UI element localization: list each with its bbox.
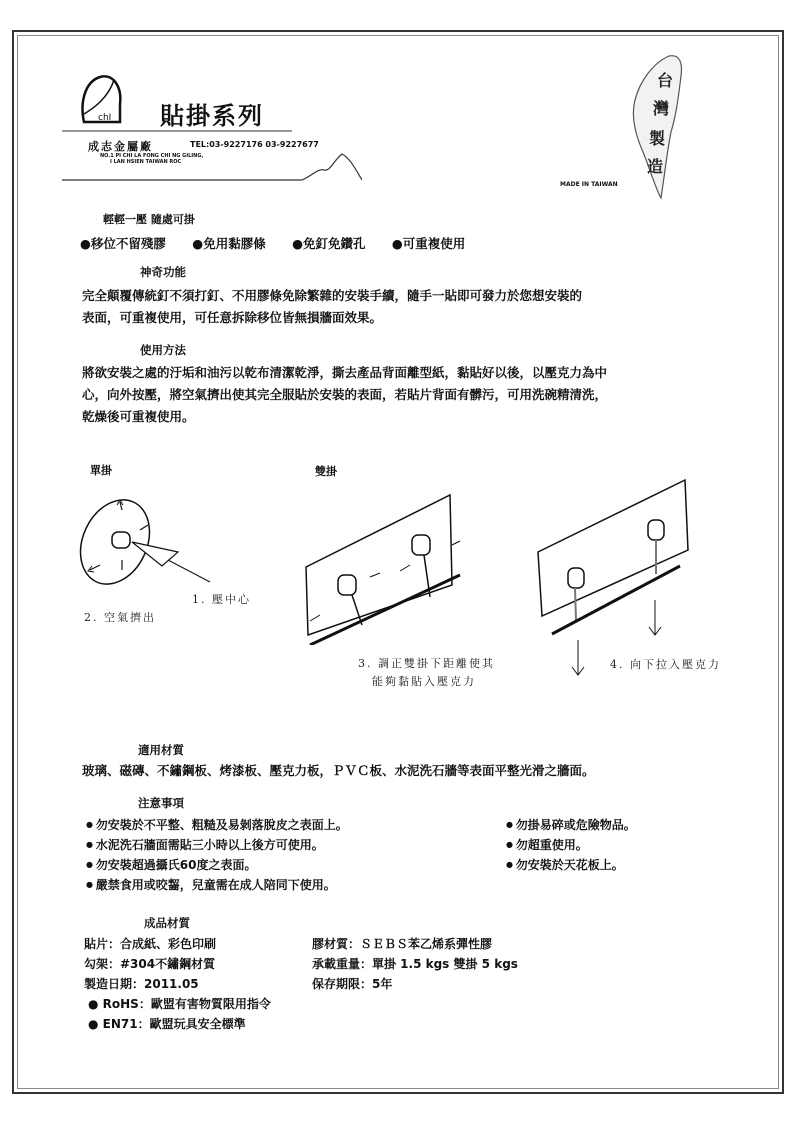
step3-caption-line2: 能夠黏貼入壓克力 <box>372 675 476 688</box>
materials-heading: 適用材質 <box>138 743 184 757</box>
double-hang-pull-diagram <box>530 470 700 685</box>
spec-item: 承載重量：單掛 1.5 kgs 雙掛 5 kgs <box>312 957 518 971</box>
product-specs-right <box>312 934 518 994</box>
note-item: ● 嚴禁食用或咬齧，兒童需在成人陪同下使用。 <box>86 875 348 895</box>
spec-item: ● EN71：歐盟玩具安全標準 <box>88 1017 246 1031</box>
header-rule <box>62 130 292 132</box>
note-item: ● 勿掛易碎或危險物品。 <box>506 815 636 835</box>
svg-text:製: 製 <box>648 129 666 148</box>
note-item: ● 水泥洗石牆面需貼三小時以上後方可使用。 <box>86 835 348 855</box>
company-address: NO.1 PI CHI LA FONG CHI NG GILING, I LAN HSIEN TAIWAN ROC <box>100 153 204 165</box>
step2-caption: 2. 空氣擠出 <box>84 611 156 624</box>
svg-text:chI: chI <box>98 113 112 123</box>
spec-item: 膠材質：ＳＥＢＳ苯乙烯系彈性膠 <box>312 937 493 951</box>
usage-heading: 使用方法 <box>140 343 186 357</box>
feature-item: ●移位不留殘膠 <box>80 236 166 251</box>
company-phone: TEL:03-9227176 03-9227677 <box>190 140 319 149</box>
step3-caption-line1: 3. 調正雙掛下距離使其 <box>358 657 495 670</box>
features-heading: 神奇功能 <box>140 265 186 279</box>
spec-item: 貼片：合成紙、彩色印刷 <box>84 937 217 951</box>
spec-item: 製造日期：2011.05 <box>84 977 199 991</box>
spec-item: 勾架：#304不鏽鋼材質 <box>84 957 216 971</box>
company-name: 成志金屬廠 <box>88 140 153 153</box>
single-hang-diagram <box>70 490 270 590</box>
single-hang-label: 單掛 <box>90 464 112 477</box>
mountain-line-icon <box>62 150 362 190</box>
feature-item: ●免釘免鑽孔 <box>292 236 366 251</box>
note-item: ● 勿超重使用。 <box>506 835 636 855</box>
features-paragraph: 完全顛覆傳統釘不須打釘、不用膠條免除繁雜的安裝手續，隨手一貼即可發力於您想安裝的 表面，可重複使用，可任意拆除移位皆無損牆面效果。 <box>82 288 583 325</box>
svg-text:造: 造 <box>646 157 664 176</box>
notes-left-list <box>86 815 348 895</box>
taiwan-map-icon <box>625 52 685 202</box>
page-title: 貼掛系列 <box>160 102 264 130</box>
usage-paragraph: 將欲安裝之處的汙垢和油污以乾布清潔乾淨，撕去產品背面離型紙，黏貼好以後，以壓克力為中 心，向外按壓，將空氣擠出使其完全服貼於安裝的表面，若貼片背面有髒污，可用洗碗精清洗， 乾燥後可重複使用。 <box>82 365 608 424</box>
slogan-heading: 輕輕一壓 隨處可掛 <box>103 213 195 226</box>
product-specs-left <box>84 934 271 1034</box>
product-heading: 成品材質 <box>144 916 190 930</box>
spec-item: ● RoHS：歐盟有害物質限用指令 <box>88 997 271 1011</box>
step1-caption: 1. 壓中心 <box>192 593 251 606</box>
svg-text:台: 台 <box>656 71 674 90</box>
feature-item: ●可重複使用 <box>391 236 466 251</box>
materials-text: 玻璃、磁磚、不鏽鋼板、烤漆板、壓克力板，ＰＶＣ板、水泥洗石牆等表面平整光滑之牆面。 <box>82 763 595 778</box>
company-logo-icon <box>78 74 124 126</box>
feature-item: ●免用黏膠條 <box>192 236 266 251</box>
step4-caption: 4. 向下拉入壓克力 <box>610 658 721 671</box>
double-hang-adjust-diagram <box>300 485 470 645</box>
note-item: ● 勿安裝於天花板上。 <box>506 855 636 875</box>
notes-heading: 注意事項 <box>138 796 184 810</box>
notes-right-list <box>506 815 636 875</box>
note-item: ● 勿安裝超過攝氏60度之表面。 <box>86 855 348 875</box>
feature-list <box>80 234 487 252</box>
svg-text:灣: 灣 <box>652 99 670 118</box>
note-item: ● 勿安裝於不平整、粗糙及易剝落脫皮之表面上。 <box>86 815 348 835</box>
made-in-taiwan-label: MADE IN TAIWAN <box>560 181 618 188</box>
spec-item: 保存期限：5年 <box>312 977 393 991</box>
double-hang-label: 雙掛 <box>315 465 337 478</box>
